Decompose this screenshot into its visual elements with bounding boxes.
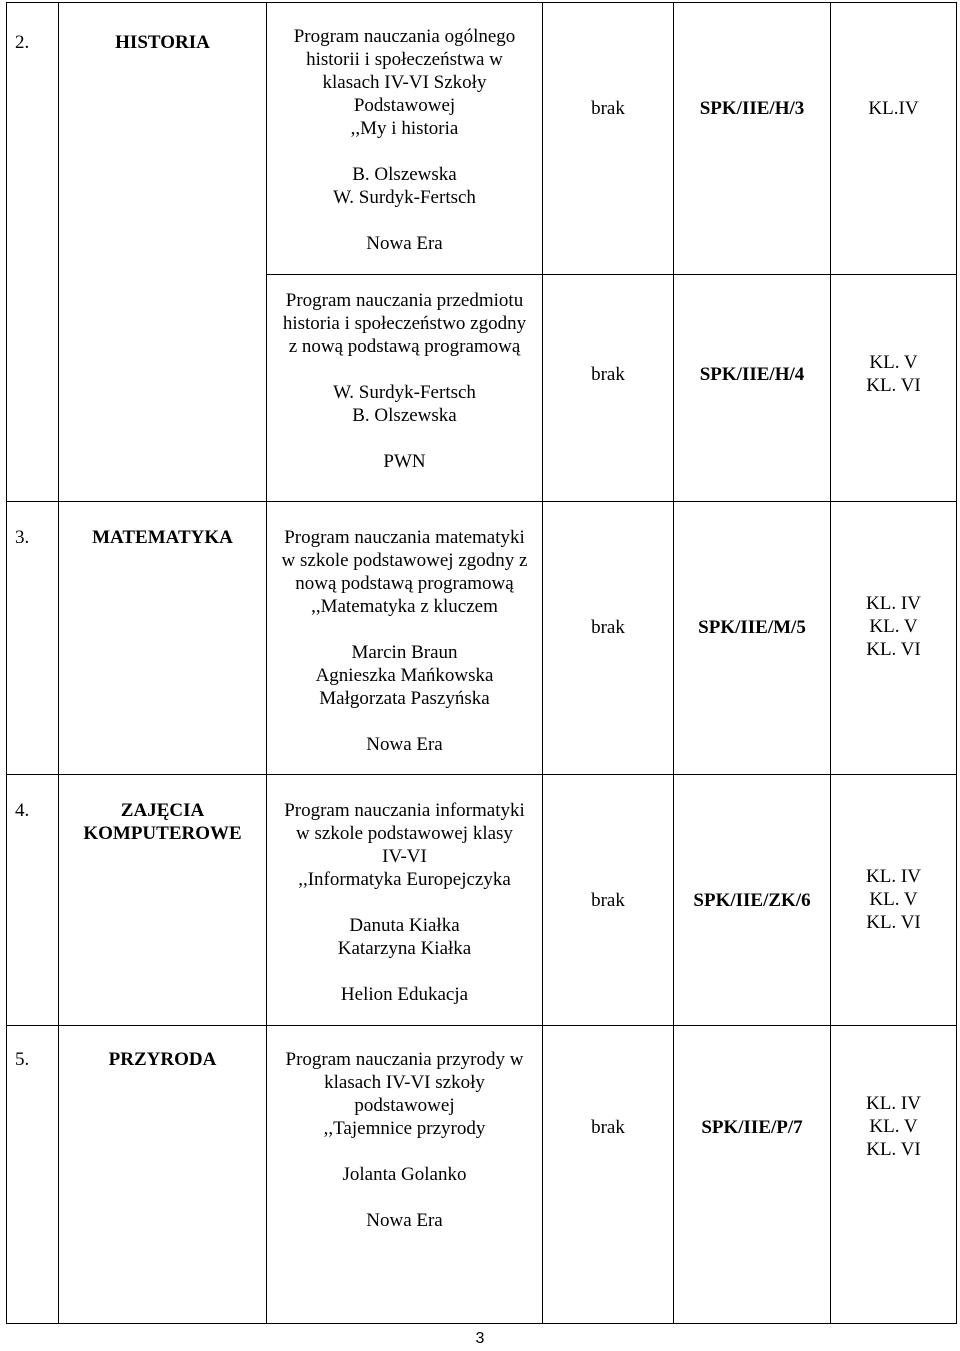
brak-cell [543, 1026, 674, 1324]
program-code: SPK/IIE/M/5 [698, 617, 806, 638]
row-number [7, 1026, 59, 1324]
row-number-text: 2. [15, 32, 30, 53]
row-number [7, 3, 59, 502]
brak-text: brak [591, 890, 625, 911]
program-cell [267, 502, 543, 775]
class-level: KL. VI [866, 1139, 921, 1160]
code-cell [674, 502, 831, 775]
program-line: z nową podstawą programową [288, 336, 521, 357]
program-code: SPK/IIE/H/3 [699, 98, 805, 119]
row-number-text: 4. [15, 800, 30, 821]
class-level: KL. V [869, 1116, 918, 1137]
program-line: w szkole podstawowej zgodny z [281, 550, 528, 571]
publisher-name: Nowa Era [366, 1210, 443, 1231]
program-cell [267, 3, 543, 275]
class-level: KL.IV [868, 98, 919, 119]
brak-cell [543, 775, 674, 1026]
class-level: KL. V [869, 616, 918, 637]
brak-cell [543, 502, 674, 775]
table-row [7, 3, 957, 275]
table-row [7, 1026, 957, 1324]
subject-name: ZAJĘCIA [120, 800, 205, 821]
program-line: Program nauczania informatyki [284, 800, 525, 821]
publisher-name: PWN [383, 451, 426, 472]
row-number [7, 502, 59, 775]
author-name: W. Surdyk-Fertsch [333, 382, 476, 403]
subject-name: KOMPUTEROWE [83, 823, 242, 844]
table-row [7, 502, 957, 775]
program-line: ,,Tajemnice przyrody [323, 1118, 486, 1139]
program-code: SPK/IIE/ZK/6 [693, 890, 811, 911]
publisher-name: Nowa Era [366, 734, 443, 755]
code-cell [674, 775, 831, 1026]
brak-text: brak [591, 1117, 625, 1138]
program-line: ,,Informatyka Europejczyka [298, 869, 511, 890]
class-level: KL. IV [866, 593, 921, 614]
author-name: B. Olszewska [352, 405, 457, 426]
author-name: Agnieszka Mańkowska [315, 665, 494, 686]
program-cell [267, 275, 543, 502]
subject-name: MATEMATYKA [92, 527, 233, 548]
class-level: KL. VI [866, 639, 921, 660]
row-number-text: 5. [15, 1049, 30, 1070]
author-name: Małgorzata Paszyńska [319, 688, 490, 709]
author-name: B. Olszewska [352, 163, 457, 185]
brak-text: brak [591, 617, 625, 638]
program-line: ,,Matematyka z kluczem [311, 596, 498, 617]
publisher-name: Helion Edukacja [340, 984, 469, 1005]
classes-cell [831, 775, 957, 1026]
classes-cell [831, 1026, 957, 1324]
brak-text: brak [591, 364, 625, 385]
row-number-text: 3. [15, 527, 30, 548]
program-line: ,,My i historia [350, 117, 459, 139]
class-level: KL. VI [866, 375, 921, 396]
class-level: KL. V [869, 889, 918, 910]
program-line: IV-VI [382, 846, 427, 867]
author-name: W. Surdyk-Fertsch [333, 186, 476, 208]
classes-cell [831, 502, 957, 775]
program-line: historii i społeczeństwa w [306, 48, 503, 70]
program-code: SPK/IIE/P/7 [701, 1117, 803, 1138]
program-cell [267, 775, 543, 1026]
author-name: Katarzyna Kiałka [337, 938, 472, 959]
brak-cell [543, 275, 674, 502]
author-name: Marcin Braun [351, 642, 458, 663]
subject-cell [59, 502, 267, 775]
program-line: nową podstawą programową [295, 573, 514, 594]
code-cell [674, 3, 831, 275]
class-level: KL. VI [866, 912, 921, 933]
class-level: KL. V [869, 352, 918, 373]
subject-cell [59, 3, 267, 502]
publisher-name: Nowa Era [366, 232, 443, 254]
classes-cell [831, 3, 957, 275]
brak-text: brak [591, 98, 625, 119]
class-level: KL. IV [866, 866, 921, 887]
table-row [7, 775, 957, 1026]
author-name: Danuta Kiałka [349, 915, 460, 936]
classes-cell [831, 275, 957, 502]
program-line: Podstawowej [353, 94, 456, 116]
code-cell [674, 1026, 831, 1324]
brak-cell [543, 3, 674, 275]
program-line: podstawowej [354, 1095, 455, 1116]
subject-name: HISTORIA [115, 32, 210, 53]
page-number: 3 [475, 1330, 485, 1347]
program-line: Program nauczania ogólnego [293, 25, 516, 47]
program-line: Program nauczania matematyki [284, 527, 525, 548]
subject-cell [59, 775, 267, 1026]
subject-cell [59, 1026, 267, 1324]
program-line: historia i społeczeństwo zgodny [282, 313, 527, 334]
program-line: w szkole podstawowej klasy [296, 823, 513, 844]
program-line: klasach IV-VI Szkoły [322, 71, 487, 93]
program-line: Program nauczania przyrody w [285, 1049, 524, 1070]
subject-name: PRZYRODA [108, 1049, 217, 1070]
row-number [7, 775, 59, 1026]
program-line: Program nauczania przedmiotu [285, 290, 524, 311]
class-level: KL. IV [866, 1093, 921, 1114]
curriculum-table [6, 2, 957, 1324]
program-cell [267, 1026, 543, 1324]
program-line: klasach IV-VI szkoły [324, 1072, 485, 1093]
program-code: SPK/IIE/H/4 [699, 364, 805, 385]
code-cell [674, 275, 831, 502]
author-name: Jolanta Golanko [342, 1164, 467, 1185]
